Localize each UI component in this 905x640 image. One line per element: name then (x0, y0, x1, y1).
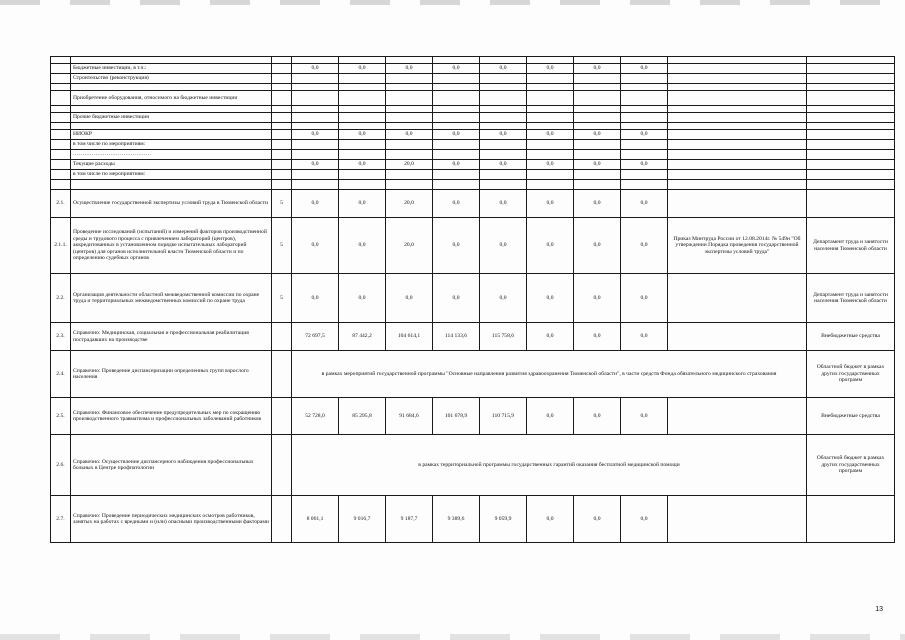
table-row (51, 180, 895, 190)
value-cell: 0,0 (339, 130, 386, 140)
row-code: 2.5. (51, 398, 71, 435)
value-cell: 0,0 (292, 130, 339, 140)
value-cell: 20,0 (386, 190, 433, 218)
row-label: Проведение исследований (испытаний) и измерений факторов производственной среды и трудового процесса с привлечением лабораторий (центров), аккредитованных в установленном порядке испытательных лабораторий (центров) для органов исполнительной власти Тюменской области и по определению судебных органов (71, 218, 272, 274)
page-number: 13 (875, 606, 883, 613)
table-row (51, 130, 895, 140)
value-cell: 0,0 (339, 160, 386, 170)
row-label: Организация деятельности областной межведомственной комиссии по охране труда и территориальных межведомственных комиссий по охране труда (71, 274, 272, 323)
value-cell: 0,0 (339, 274, 386, 323)
row-code: 2.7. (51, 496, 71, 543)
table-row (51, 190, 895, 218)
value-cell: 0,0 (574, 160, 621, 170)
value-cell: 0,0 (292, 190, 339, 218)
value-cell: 0,0 (621, 190, 668, 218)
value-cell: 0,0 (480, 218, 527, 274)
table-row (51, 106, 895, 113)
value-cell: 0,0 (574, 323, 621, 351)
value-cell: 20,0 (386, 160, 433, 170)
row-code: 2.3. (51, 323, 71, 351)
value-cell: 0,0 (527, 323, 574, 351)
executor-cell: Областной бюджет в рамках других государственных программ (807, 351, 895, 398)
row-label: Справочно: Финансовое обеспечение предупредительных мер по сокращению производственного травматизма и профессиональных заболеваний работников (71, 398, 272, 435)
value-cell: 0,0 (480, 130, 527, 140)
value-cell: 0,0 (527, 398, 574, 435)
value-cell: 0,0 (292, 160, 339, 170)
row-code: 2.1. (51, 190, 71, 218)
value-cell: 0,0 (339, 218, 386, 274)
value-cell: 0,0 (433, 160, 480, 170)
row-label: Осуществление государственной экспертизы условий труда в Тюменской области (71, 190, 272, 218)
value-cell: 0,0 (480, 160, 527, 170)
value-cell: 0,0 (621, 398, 668, 435)
value-cell: 0,0 (480, 190, 527, 218)
row-label: Строительство (реконструкция) (71, 74, 272, 84)
value-cell: 0,0 (621, 130, 668, 140)
table-row (51, 323, 895, 351)
value-cell: 0,0 (621, 274, 668, 323)
value-cell: 0,0 (574, 218, 621, 274)
budget-table (50, 56, 895, 543)
row-label: Текущие расходы (71, 160, 272, 170)
table-row (51, 170, 895, 180)
merged-note-cell: в рамках территориальной программы государственных гарантий оказания бесплатной медицинской помощи (292, 435, 807, 496)
row-label: Приобретение оборудования, относимого на бюджетные инвестиции (71, 91, 272, 106)
table-row (51, 351, 895, 398)
value-cell: 9 389,6 (433, 496, 480, 543)
value-cell: 110 715,9 (480, 398, 527, 435)
row-label: Справочно: Проведение диспансеризации определенных групп взрослого населения (71, 351, 272, 398)
row-code: 2.6. (51, 435, 71, 496)
row-code: 2.4. (51, 351, 71, 398)
value-cell: 0,0 (386, 274, 433, 323)
table-row (51, 57, 895, 64)
row-label: Справочно: Осуществление диспансерного наблюдения профессиональных больных в Центре профпатологии (71, 435, 272, 496)
table-row (51, 435, 895, 496)
row-col-value: 5 (272, 190, 292, 218)
value-cell: 0,0 (433, 190, 480, 218)
value-cell: 0,0 (339, 64, 386, 74)
value-cell: 0,0 (480, 274, 527, 323)
row-label: Справочно: Проведение периодических медицинских осмотров работников, занятых на работах с вредными и (или) опасными производственными факторами (71, 496, 272, 543)
value-cell: 0,0 (574, 64, 621, 74)
value-cell: 0,0 (574, 496, 621, 543)
value-cell: 91 684,6 (386, 398, 433, 435)
value-cell: 0,0 (574, 130, 621, 140)
table-row (51, 113, 895, 123)
value-cell: 9 187,7 (386, 496, 433, 543)
table-row (51, 140, 895, 150)
value-cell: 0,0 (292, 218, 339, 274)
table-row (51, 84, 895, 91)
row-label: …………………………………… (71, 150, 272, 160)
merged-note-cell: в рамках мероприятий государственной программы "Основные направления развития здравоохранения Тюменской области", в части средств Фонда обязательного медицинского страхования (292, 351, 807, 398)
value-cell: 8 061,1 (292, 496, 339, 543)
value-cell: 0,0 (527, 64, 574, 74)
executor-cell: Внебюджетные средства (807, 323, 895, 351)
scan-edge-bottom (0, 634, 905, 640)
row-code: 2.2. (51, 274, 71, 323)
value-cell: 101 678,9 (433, 398, 480, 435)
value-cell: 0,0 (292, 64, 339, 74)
table-row (51, 218, 895, 274)
value-cell: 0,0 (621, 160, 668, 170)
value-cell: 0,0 (527, 130, 574, 140)
executor-cell: Внебюджетные средства (807, 398, 895, 435)
row-col-value: 5 (272, 274, 292, 323)
value-cell: 0,0 (292, 274, 339, 323)
row-label: в том числе по мероприятиям: (71, 170, 272, 180)
value-cell: 52 728,0 (292, 398, 339, 435)
value-cell: 0,0 (621, 496, 668, 543)
value-cell: 0,0 (574, 398, 621, 435)
executor-cell: Департамент труда и занятости населения Тюменской области (807, 274, 895, 323)
table-row (51, 274, 895, 323)
value-cell: 0,0 (621, 64, 668, 74)
value-cell: 0,0 (386, 130, 433, 140)
table-row (51, 150, 895, 160)
value-cell: 0,0 (621, 323, 668, 351)
value-cell: 0,0 (433, 274, 480, 323)
executor-cell: Областной бюджет в рамках других государственных программ (807, 435, 895, 496)
table-row (51, 91, 895, 106)
row-col-value: 5 (272, 218, 292, 274)
row-label: Справочно: Медицинская, социальная и профессиональная реабилитация пострадавших на производстве (71, 323, 272, 351)
table-row (51, 398, 895, 435)
value-cell: 114 133,6 (433, 323, 480, 351)
row-label: Бюджетные инвестиции, в т.ч.: (71, 64, 272, 74)
value-cell: 85 295,8 (339, 398, 386, 435)
value-cell: 0,0 (433, 64, 480, 74)
value-cell: 87 442,2 (339, 323, 386, 351)
value-cell: 0,0 (527, 496, 574, 543)
row-label: НИОКР (71, 130, 272, 140)
scan-edge-top (0, 0, 905, 5)
value-cell: 0,0 (339, 190, 386, 218)
table-row (51, 496, 895, 543)
table-row (51, 123, 895, 130)
value-cell: 115 758,6 (480, 323, 527, 351)
value-cell: 9 059,9 (480, 496, 527, 543)
table-row (51, 160, 895, 170)
value-cell: 0,0 (527, 218, 574, 274)
table-row (51, 74, 895, 84)
value-cell: 0,0 (621, 218, 668, 274)
value-cell: 72 697,5 (292, 323, 339, 351)
row-label: Прочие бюджетные инвестиции (71, 113, 272, 123)
legal-basis-cell: Приказ Минтруда России от 12.08.2014г. № 549н "Об утверждении Порядка проведения государственной экспертизы условий труда" (668, 218, 807, 274)
value-cell: 0,0 (386, 64, 433, 74)
value-cell: 0,0 (574, 274, 621, 323)
value-cell: 20,0 (386, 218, 433, 274)
value-cell: 104 614,1 (386, 323, 433, 351)
table-row (51, 64, 895, 74)
row-label: в том числе по мероприятиям: (71, 140, 272, 150)
value-cell: 0,0 (480, 64, 527, 74)
value-cell: 0,0 (527, 274, 574, 323)
row-code: 2.1.1. (51, 218, 71, 274)
value-cell: 0,0 (574, 190, 621, 218)
executor-cell: Департамент труда и занятости населения Тюменской области (807, 218, 895, 274)
value-cell: 9 016,7 (339, 496, 386, 543)
value-cell: 0,0 (527, 160, 574, 170)
value-cell: 0,0 (433, 218, 480, 274)
value-cell: 0,0 (433, 130, 480, 140)
value-cell: 0,0 (527, 190, 574, 218)
